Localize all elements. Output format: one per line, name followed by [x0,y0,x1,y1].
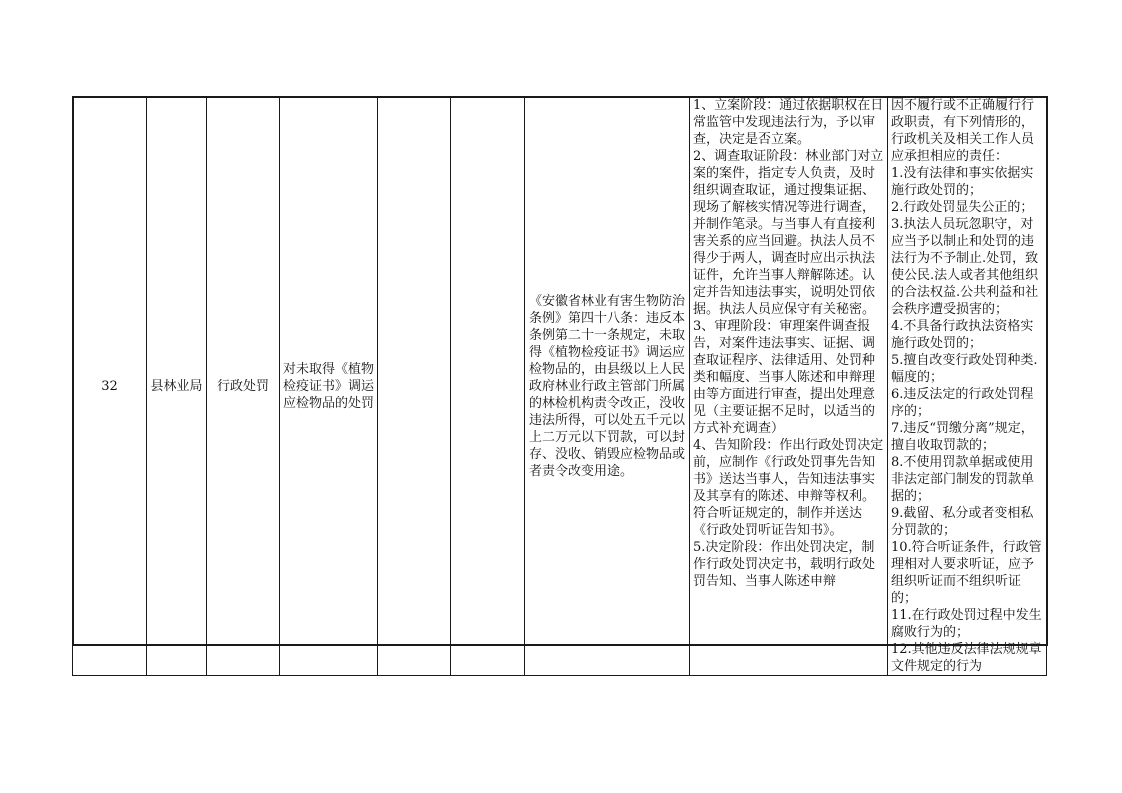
row-number-cell [73,97,147,676]
empty-cell-1 [378,97,451,676]
category: 行政处罚 [216,378,269,394]
table-row [73,97,1047,676]
legal-basis: 《安徽省林业有害生物防治条例》第四十八条：违反本条例第二十一条规定，未取得《植物检疫证书》调运应检物品的，由县级以上人民政府林业行政主管部门所属的林检机构责令改正，没收违法所得，可以处五千元以上二万元以下罚款，可以封存、没收、销毁应检物品或者责令改变用途。 [529,293,686,479]
power-list-table [72,96,1047,676]
legal-basis-cell [525,97,690,676]
row-number: 32 [101,378,118,394]
responsibility: 因不履行或不正确履行行政职责，有下列情形的，行政机关及相关工作人员应承担相应的责任： 1.没有法律和事实依据实施行政处罚的； 2.行政处罚显失公正的； 3.执法人员玩忽职守，对应当予以制止和处罚的违法行为不予制止.处罚，致使公民.法人或者其他组织的合法权益.公共利益和社会秩序遭受损害的； 4.不具备行政执法资格实施行政处罚的； 5.擅自改变行政处罚种类.幅度的； 6.违反法定的行政处罚程序的； 7.违反“罚缴分离”规定，擅自收取罚款的； 8.不使用罚款单据或使用非法定部门制发的罚款单据的； 9.截留、私分或者变相私分罚款的； 10.符合听证条件，行政管理相对人要求听证，应予组织听证而不组织听证的； 11.在行政处罚过程中发生腐败行为的； 12.其他违反法律法规规章文件规定的行为 [891,98,1042,674]
empty-cell-2 [451,97,525,676]
category-cell [207,97,280,676]
item-name: 对未取得《植物检疫证书》调运应检物品的处罚 [283,361,375,411]
procedure-cell [690,97,888,676]
item-name-cell [280,97,378,676]
department-cell [147,97,207,676]
department: 县林业局 [150,378,203,394]
procedure: 1、立案阶段：通过依据职权在日常监管中发现违法行为，予以审查，决定是否立案。 2、调查取证阶段：林业部门对立案的案件，指定专人负责，及时组织调查取证，通过搜集证据、现场了解核实情况等进行调查，并制作笔录。与当事人有直接利害关系的应当回避。执法人员不得少于两人，调查时应出示执法证件，允许当事人辩解陈述。认定并告知违法事实，说明处罚依据。执法人员应保守有关秘密。 3、审理阶段：审理案件调查报告，对案件违法事实、证据、调查取证程序、法律适用、处罚种类和幅度、当事人陈述和申辩理由等方面进行审查，提出处理意见（主要证据不足时，以适当的方式补充调查） 4、告知阶段：作出行政处罚决定前，应制作《行政处罚事先告知书》送达当事人，告知违法事实及其享有的陈述、申辩等权利。符合听证规定的，制作并送达《行政处罚听证告知书》。 5.决定阶段：作出处罚决定，制作行政处罚决定书，载明行政处罚告知、当事人陈述申辩 [693,98,884,589]
responsibility-cell [888,97,1047,676]
